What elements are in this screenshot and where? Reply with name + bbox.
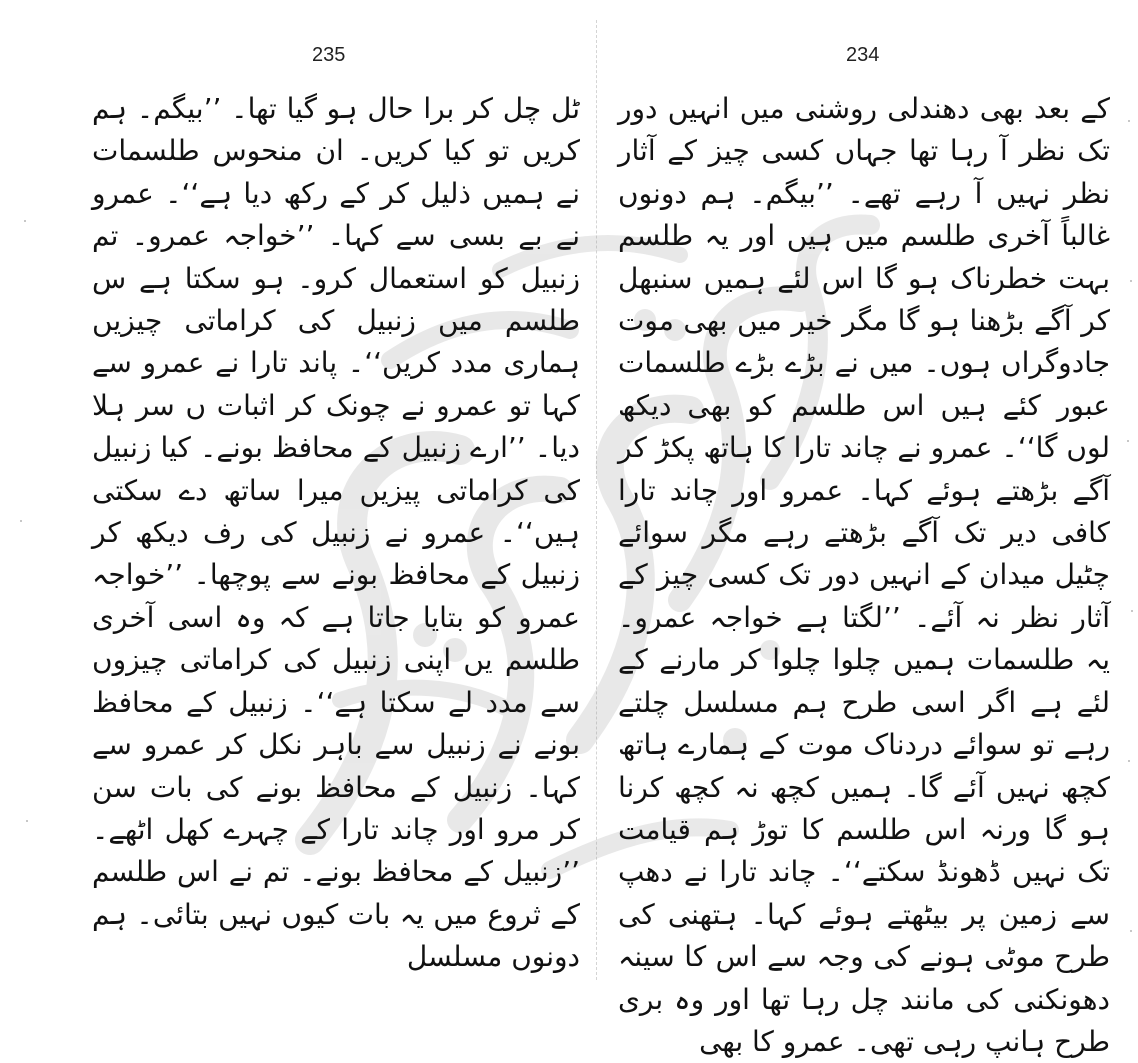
scan-speck (1128, 120, 1130, 122)
page-body-text (92, 88, 580, 974)
scan-speck (1130, 280, 1132, 282)
page-number: 234 (846, 44, 880, 66)
scan-speck (1131, 610, 1133, 612)
page-number: 235 (312, 44, 346, 66)
page-body-text (618, 88, 1110, 1058)
scan-speck (26, 820, 28, 822)
scan-speck (1127, 440, 1129, 442)
page-text: کے بعد بھی دھندلی روشنی میں انہیں دور تک نظر آ رہا تھا جہاں کسی چیز کے آثار نظر نہیں آ رہے تھے۔ ’’بیگم۔ ہم دونوں غالباً آخری طلسم میں ہیں اور یہ طلسم بہت خطرناک ہو گا اس لئے ہمیں سنبھل کر آگے بڑھنا ہو گا مگر خیر میں بھی موت جادوگراں ہوں۔ میں نے بڑے بڑے طلسمات عبور کئے ہیں اس طلسم کو بھی دیکھ لوں گا‘‘۔ عمرو نے چاند تارا کا ہاتھ پکڑ کر آگے بڑھتے ہوئے کہا۔ عمرو اور چاند تارا کافی دیر تک آگے بڑھتے رہے مگر سوائے چٹیل میدان کے انہیں دور تک کسی چیز کے آثار نظر نہ آئے۔ ’’لگتا ہے خواجہ عمرو۔ یہ طلسمات ہمیں چلوا چلوا کر مارنے کے لئے ہے اگر اسی طرح ہم مسلسل چلتے رہے تو سوائے دردناک موت کے ہمارے ہاتھ کچھ نہیں آئے گا۔ ہمیں کچھ نہ کچھ کرنا ہو گا ورنہ اس طلسم کا توڑ ہم قیامت تک نہیں ڈھونڈ سکتے‘‘۔ چاند تارا نے دھپ سے زمین پر بیٹھتے ہوئے کہا۔ ہتھنی کی طرح موٹی ہونے کی وجہ سے اس کا سینہ دھونکنی کی مانند چل رہا تھا اور وہ بری طرح ہانپ رہی تھی۔ عمرو کا بھی (618, 92, 1110, 1058)
left-page (92, 0, 580, 1000)
scan-speck (1130, 930, 1132, 932)
scan-speck (1128, 760, 1130, 762)
page-text: ٹل چل کر برا حال ہو گیا تھا۔ ’’بیگم۔ ہم کریں تو کیا کریں۔ ان منحوس طلسمات نے ہمیں ذلیل کر کے رکھ دیا ہے‘‘۔ عمرو نے بے بسی سے کہا۔ ’’خواجہ عمرو۔ تم زنبیل کو استعمال کرو۔ ہو سکتا ہے س طلسم میں زنبیل کی کراماتی چیزیں ہماری مدد کریں‘‘۔ پاند تارا نے عمرو سے کہا تو عمرو نے چونک کر اثبات ں سر ہلا دیا۔ ’’ارے زنبیل کے محافظ بونے۔ کیا زنبیل کی کراماتی پیزیں میرا ساتھ دے سکتی ہیں‘‘۔ عمرو نے زنبیل کی رف دیکھ کر زنبیل کے محافظ بونے سے پوچھا۔ ’’خواجہ عمرو کو بتایا جاتا ہے کہ وہ اسی آخری طلسم یں اپنی زنبیل کی کراماتی چیزوں سے مدد لے سکتا ہے‘‘۔ زنبیل کے محافظ بونے نے زنبیل سے باہر نکل کر عمرو سے کہا۔ زنبیل کے محافظ بونے کی بات سن کر مرو اور چاند تارا کے چہرے کھل اٹھے۔ ’’زنبیل کے محافظ بونے۔ تم نے اس طلسم کے ثروع میں یہ بات کیوں نہیں بتائی۔ ہم دونوں مسلسل (92, 92, 580, 974)
scan-speck (24, 220, 26, 222)
right-page (618, 0, 1110, 1058)
page-gutter (596, 20, 597, 980)
scan-speck (20, 520, 22, 522)
